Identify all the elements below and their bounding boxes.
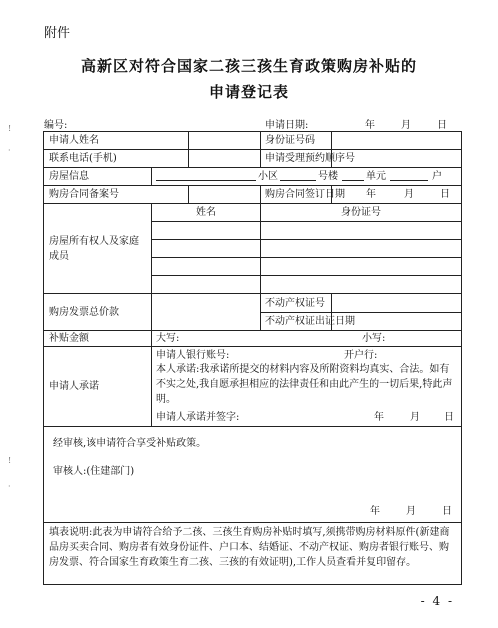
subsidy-amount-label: 补贴金额	[49, 333, 89, 344]
review-text: 经审核,该申请符合享受补贴政策。	[53, 438, 207, 449]
review-date-month: 月	[406, 506, 416, 517]
contract-record-cell	[44, 186, 189, 204]
bank-account-label: 申请人银行账号:	[156, 350, 230, 361]
phone-cell	[44, 150, 189, 168]
invoice-total-value[interactable]	[152, 294, 261, 331]
sign-date-day: 日	[444, 412, 454, 423]
unit-label: 单元	[366, 171, 386, 182]
community-label: 小区	[258, 171, 278, 182]
applicant-name-label: 申请人姓名	[49, 135, 99, 146]
commitment-cell	[44, 347, 152, 427]
member-name-field[interactable]	[152, 222, 261, 240]
property-cert-date-label: 不动产权证出证日期	[265, 316, 355, 327]
serial-number-label: 编号:	[44, 120, 68, 131]
attachment-label: 附件	[44, 26, 71, 41]
contract-date-label: 购房合同签订日期	[265, 189, 345, 200]
bank-branch-label: 开户行:	[344, 350, 378, 361]
property-cert-date-cell	[261, 313, 355, 331]
commitment-text: 本人承诺:我承诺所提交的材料内容及所附资料均真实、合法。如有不实之处,我自愿承担相应的法律责任和由此产生的一切后果,特此声明。	[156, 364, 453, 405]
name-column-header	[152, 204, 261, 222]
contract-date-year: 年	[366, 189, 376, 200]
date-month: 月	[401, 120, 411, 131]
margin-mark: !	[8, 124, 12, 133]
sign-label: 申请人承诺并签字:	[156, 412, 240, 423]
queue-number-cell	[261, 150, 355, 168]
house-info-value[interactable]	[152, 168, 462, 186]
property-cert-no-cell	[261, 294, 332, 313]
date-year: 年	[365, 120, 375, 131]
contract-date-month: 月	[404, 189, 414, 200]
review-date-day: 日	[442, 506, 452, 517]
notes-text: 填表说明:此表为申请符合给予二孩、三孩生育购房补贴时填写,须携带购房材料原件(新建商品房买卖合同、购房者有效身份证件、户口本、结婚证、不动产权证、购房者银行账号、购房发票、符合国家生育政策生育二孩、三孩的有效证明),工作人员查看并复印留存。	[49, 527, 450, 568]
date-day: 日	[437, 120, 447, 131]
subsidy-amount-cell	[44, 331, 152, 347]
margin-mark: ·	[8, 146, 11, 155]
phone-label: 联系电话(手机)	[49, 153, 117, 164]
queue-number-label: 申请受理预约顺序号	[265, 153, 355, 164]
id-column-label: 身份证号	[341, 207, 381, 218]
community-blank[interactable]	[156, 180, 256, 181]
margin-mark: !	[8, 456, 12, 465]
unit-blank[interactable]	[342, 180, 364, 181]
building-blank[interactable]	[280, 180, 316, 181]
property-cert-no-value[interactable]	[332, 294, 462, 313]
id-column-header	[261, 204, 462, 222]
application-form-table	[43, 131, 462, 585]
owner-family-cell	[44, 204, 152, 294]
id-number-cell	[261, 132, 332, 150]
invoice-total-cell	[44, 294, 152, 331]
member-name-field[interactable]	[152, 276, 261, 294]
house-info-cell	[44, 168, 152, 186]
contract-date-value[interactable]	[332, 186, 462, 204]
house-info-label: 房屋信息	[49, 171, 89, 182]
lowercase-label: 小写:	[362, 333, 386, 344]
page-number: - 4 -	[420, 594, 454, 608]
household-blank[interactable]	[390, 180, 428, 181]
household-label: 户	[432, 171, 442, 182]
property-cert-no-label: 不动产权证号	[265, 298, 325, 309]
review-section	[44, 427, 462, 523]
invoice-total-label: 购房发票总价款	[49, 306, 119, 318]
member-id-field[interactable]	[261, 240, 462, 258]
sign-date-month: 月	[410, 412, 420, 423]
application-date-label: 申请日期:	[265, 120, 309, 131]
commitment-content	[152, 347, 462, 427]
phone-value[interactable]	[189, 150, 261, 168]
applicant-name-cell	[44, 132, 189, 150]
member-id-field[interactable]	[261, 258, 462, 276]
form-title-line2: 申请登记表	[208, 83, 289, 101]
member-name-field[interactable]	[152, 258, 261, 276]
contract-date-cell	[261, 186, 345, 204]
sign-date-year: 年	[374, 412, 384, 423]
id-number-label: 身份证号码	[265, 135, 315, 146]
contract-record-value[interactable]	[189, 186, 261, 204]
member-id-field[interactable]	[261, 222, 462, 240]
signature-field[interactable]	[246, 410, 356, 424]
form-title-line1: 高新区对符合国家二孩三孩生育政策购房补贴的	[80, 57, 417, 75]
contract-date-day: 日	[440, 189, 450, 200]
reviewer-label: 审核人:(住建部门)	[53, 466, 135, 477]
subsidy-amount-value[interactable]	[152, 331, 462, 347]
member-id-field[interactable]	[261, 276, 462, 294]
member-name-field[interactable]	[152, 240, 261, 258]
review-date-year: 年	[370, 506, 380, 517]
applicant-name-value[interactable]	[189, 132, 261, 150]
margin-mark: ·	[8, 482, 11, 491]
building-label: 号楼	[318, 171, 338, 182]
owner-family-label: 房屋所有权人及家庭成员	[49, 235, 139, 262]
commitment-label: 申请人承诺	[49, 381, 99, 392]
uppercase-label: 大写:	[156, 333, 180, 344]
contract-record-label: 购房合同备案号	[49, 189, 119, 200]
id-number-value[interactable]	[332, 132, 462, 150]
notes-section	[44, 523, 462, 585]
name-column-label: 姓名	[196, 207, 216, 218]
